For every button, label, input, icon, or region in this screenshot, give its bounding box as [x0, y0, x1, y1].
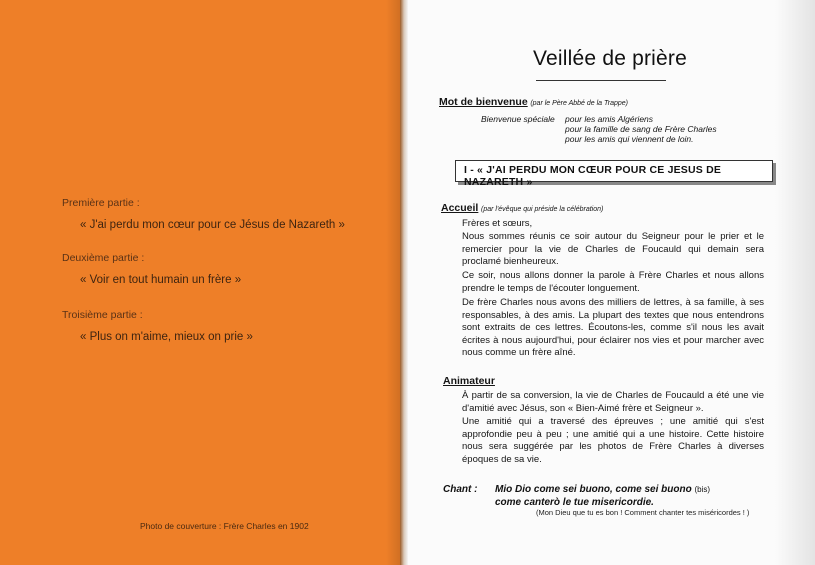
welcome-note: (par le Père Abbé de la Trappe) [530, 100, 628, 107]
accueil-heading-row [441, 202, 603, 217]
chant-label: Chant : [443, 484, 478, 495]
accueil-note: (par l'évêque qui préside la célébration) [481, 206, 604, 213]
part-title: « J'ai perdu mon cœur pour ce Jésus de Nazareth » [80, 219, 345, 231]
chant-translation: (Mon Dieu que tu es bon ! Comment chanter tes miséricordes ! ) [536, 508, 750, 517]
part-one [62, 197, 345, 231]
page-bleed [775, 0, 815, 565]
animateur-heading-row [443, 375, 495, 389]
chant-bis: (bis) [694, 485, 711, 494]
animateur-paragraph: À partir de sa conversion, la vie de Charles de Foucauld a été une vie d'amitié avec Jésus, son « Bien-Aimé frère et Seigneur ». [462, 390, 764, 414]
animateur-paragraph: Une amitié qui a traversé des épreuves ; une amitié qui s'est approfondie peu à peu ; une amitié qui a une histoire. Cette histoire nous sera suggérée par les photos de Frère Charles à diverses époques de sa vie. [462, 416, 764, 465]
welcome-line: pour la famille de sang de Frère Charles [565, 124, 717, 134]
cover-photo-caption: Photo de couverture : Frère Charles en 1902 [140, 521, 309, 531]
chant-line: come canterò le tue misericordie. [495, 497, 654, 508]
part-label: Deuxième partie : [62, 252, 145, 264]
welcome-line: pour les amis Algériens [565, 114, 654, 124]
part-title: « Plus on m'aime, mieux on prie » [80, 331, 253, 343]
accueil-paragraph: Frères et sœurs, [462, 218, 533, 229]
title-underline [536, 80, 666, 81]
accueil-heading: Accueil [441, 202, 479, 214]
part-three [62, 309, 253, 343]
page-title: Veillée de prière [533, 47, 687, 70]
welcome-line: pour les amis qui viennent de loin. [565, 134, 694, 144]
cover-page [0, 0, 400, 565]
part-label: Troisième partie : [62, 309, 143, 321]
chant-lyrics [495, 483, 710, 509]
part-title: « Voir en tout humain un frère » [80, 274, 242, 286]
section-banner-text: I - « J'AI PERDU MON CŒUR POUR CE JESUS DE NAZARETH » [464, 164, 722, 188]
part-label: Première partie : [62, 197, 140, 209]
page-edge-shadow [386, 0, 400, 565]
welcome-heading: Mot de bienvenue [439, 96, 528, 108]
part-two [62, 252, 241, 286]
content-page [408, 0, 815, 565]
accueil-paragraph: De frère Charles nous avons des milliers de lettres, à sa famille, à ses responsables, à des amis. La plupart des textes que nous entendrons sont extraits de ces lettres. Écoutons-les, comme s'il nous les avait écrites à nous aujourd'hui, pour éclairer nos vies et pour marcher avec nous comme un frère aîné. [462, 297, 764, 359]
book-fold [400, 0, 408, 565]
section-banner [455, 160, 773, 188]
accueil-paragraph: Ce soir, nous allons donner la parole à Frère Charles et nous allons prendre le temps de l'écouter longuement. [462, 270, 764, 294]
chant-line: Mio Dio come sei buono, come sei buono [495, 484, 692, 495]
welcome-label: Bienvenue spéciale [481, 114, 555, 124]
animateur-heading: Animateur [443, 375, 495, 387]
welcome-heading-row [439, 96, 628, 111]
accueil-paragraph: Nous sommes réunis ce soir autour du Seigneur pour le prier et le remercier pour la vie de Charles de Foucauld qui demain sera proclamé bienheureux. [462, 231, 764, 268]
